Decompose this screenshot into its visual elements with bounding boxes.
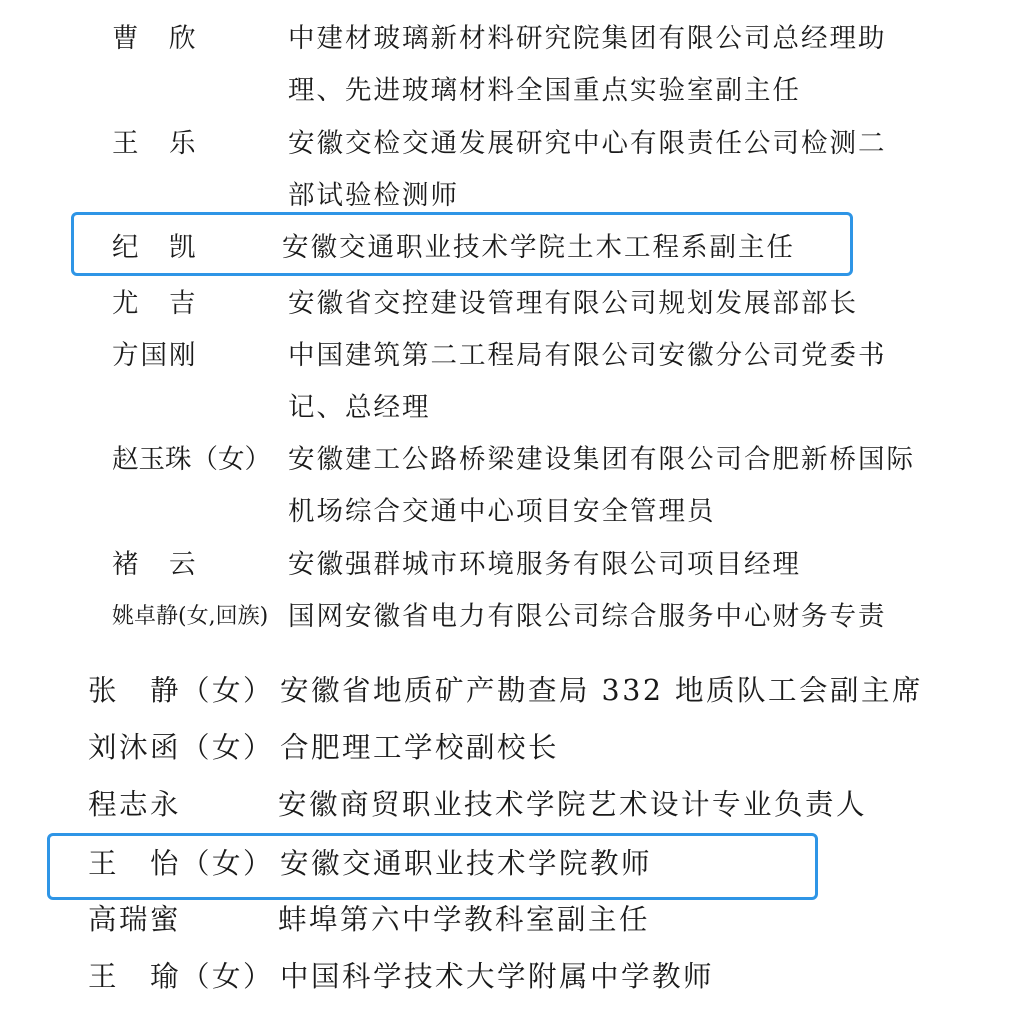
person-title-line: 安徽省交控建设管理有限公司规划发展部部长 [288,288,858,319]
person-name: 王 瑜（女） [88,960,275,993]
person-title-line: 中建材玻璃新材料研究院集团有限公司总经理助 [288,23,887,54]
person-title-line: 安徽交检交通发展研究中心有限责任公司检测二 [288,128,887,159]
person-name: 褚 云 [112,549,198,580]
person-name: 张 静（女） [88,674,275,707]
person-name: 王 乐 [112,128,198,159]
person-name: 姚卓静(女,回族) [112,604,269,629]
person-title-line: 部试验检测师 [288,180,459,211]
person-name: 曹 欣 [112,23,198,54]
person-name: 纪 凯 [112,232,198,263]
person-name: 高瑞蜜 [88,903,182,936]
person-title-line: 记、总经理 [288,392,431,423]
person-title-line: 中国建筑第二工程局有限公司安徽分公司党委书 [288,340,887,371]
person-title-line: 安徽交通职业技术学院教师 [280,847,653,880]
person-title-line: 蚌埠第六中学教科室副主任 [278,903,651,936]
person-name: 王 怡（女） [88,847,275,880]
person-title-line: 理、先进玻璃材料全国重点实验室副主任 [288,75,801,106]
person-name: 赵玉珠（女） [112,444,271,475]
person-title-line: 国网安徽省电力有限公司综合服务中心财务专责 [288,601,887,632]
person-title-line: 安徽强群城市环境服务有限公司项目经理 [288,549,801,580]
person-name: 尤 吉 [112,288,198,319]
person-title-line: 合肥理工学校副校长 [280,731,560,764]
person-title-line: 安徽交通职业技术学院土木工程系副主任 [282,232,795,263]
person-title-line: 安徽商贸职业技术学院艺术设计专业负责人 [278,788,868,821]
person-name: 方国刚 [112,340,198,371]
person-name: 程志永 [88,788,182,821]
person-name: 刘沐函（女） [88,731,275,764]
person-title-line: 中国科学技术大学附属中学教师 [280,960,715,993]
person-title-line: 安徽省地质矿产勘查局 332 地质队工会副主席 [280,674,924,707]
person-title-line: 安徽建工公路桥梁建设集团有限公司合肥新桥国际 [288,444,915,475]
person-title-line: 机场综合交通中心项目安全管理员 [288,496,716,527]
